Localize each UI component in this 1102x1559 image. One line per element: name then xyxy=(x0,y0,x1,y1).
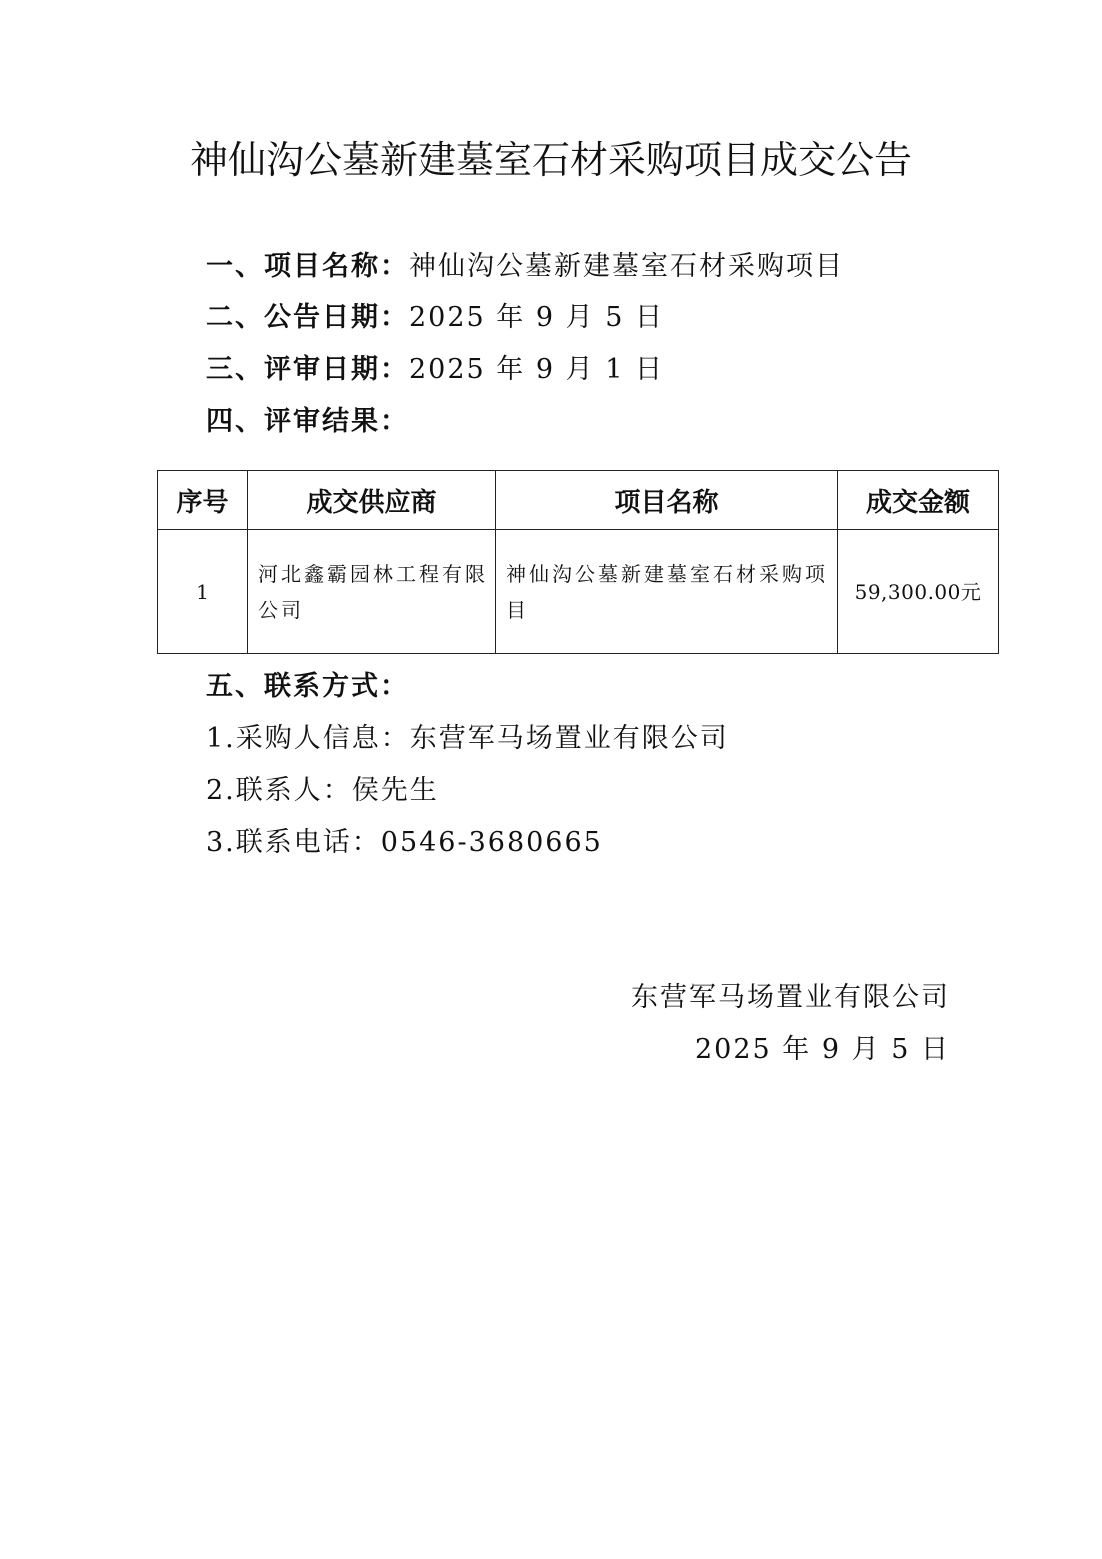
review-date-label: 三、评审日期： xyxy=(206,354,409,385)
review-date-value: 2025 年 9 月 1 日 xyxy=(409,354,664,385)
cell-amount: 59,300.00元 xyxy=(838,530,999,654)
cell-seq: 1 xyxy=(158,530,248,654)
announce-date-value: 2025 年 9 月 5 日 xyxy=(409,302,664,333)
project-name-value: 神仙沟公墓新建墓室石材采购项目 xyxy=(409,251,844,282)
announce-date-label: 二、公告日期： xyxy=(206,302,409,333)
contact-item-purchaser: 1.采购人信息：东营军马场置业有限公司 xyxy=(206,723,729,754)
signature-company: 东营军马场置业有限公司 xyxy=(631,982,950,1013)
project-name-label: 一、项目名称： xyxy=(206,251,409,282)
header-supplier: 成交供应商 xyxy=(248,471,496,530)
header-seq: 序号 xyxy=(158,471,248,530)
table-row xyxy=(158,530,999,654)
contact-item-phone: 3.联系电话：0546-3680665 xyxy=(206,827,603,858)
contact-label: 五、联系方式： xyxy=(206,671,409,702)
header-project: 项目名称 xyxy=(496,471,838,530)
review-result-line xyxy=(206,402,409,442)
table-header-row xyxy=(158,471,999,530)
project-name-line xyxy=(206,247,844,287)
cell-project: 神仙沟公墓新建墓室石材采购项目 xyxy=(496,530,838,654)
result-table xyxy=(157,470,999,654)
document-title: 神仙沟公墓新建墓室石材采购项目成交公告 xyxy=(189,138,912,182)
announce-date-line xyxy=(206,298,664,338)
review-result-label: 四、评审结果： xyxy=(206,406,409,437)
header-amount: 成交金额 xyxy=(838,471,999,530)
contact-item-person: 2.联系人：侯先生 xyxy=(206,775,439,806)
cell-supplier: 河北鑫霸园林工程有限公司 xyxy=(248,530,496,654)
signature-date: 2025 年 9 月 5 日 xyxy=(695,1034,950,1065)
review-date-line xyxy=(206,350,664,390)
contact-line xyxy=(206,667,409,707)
